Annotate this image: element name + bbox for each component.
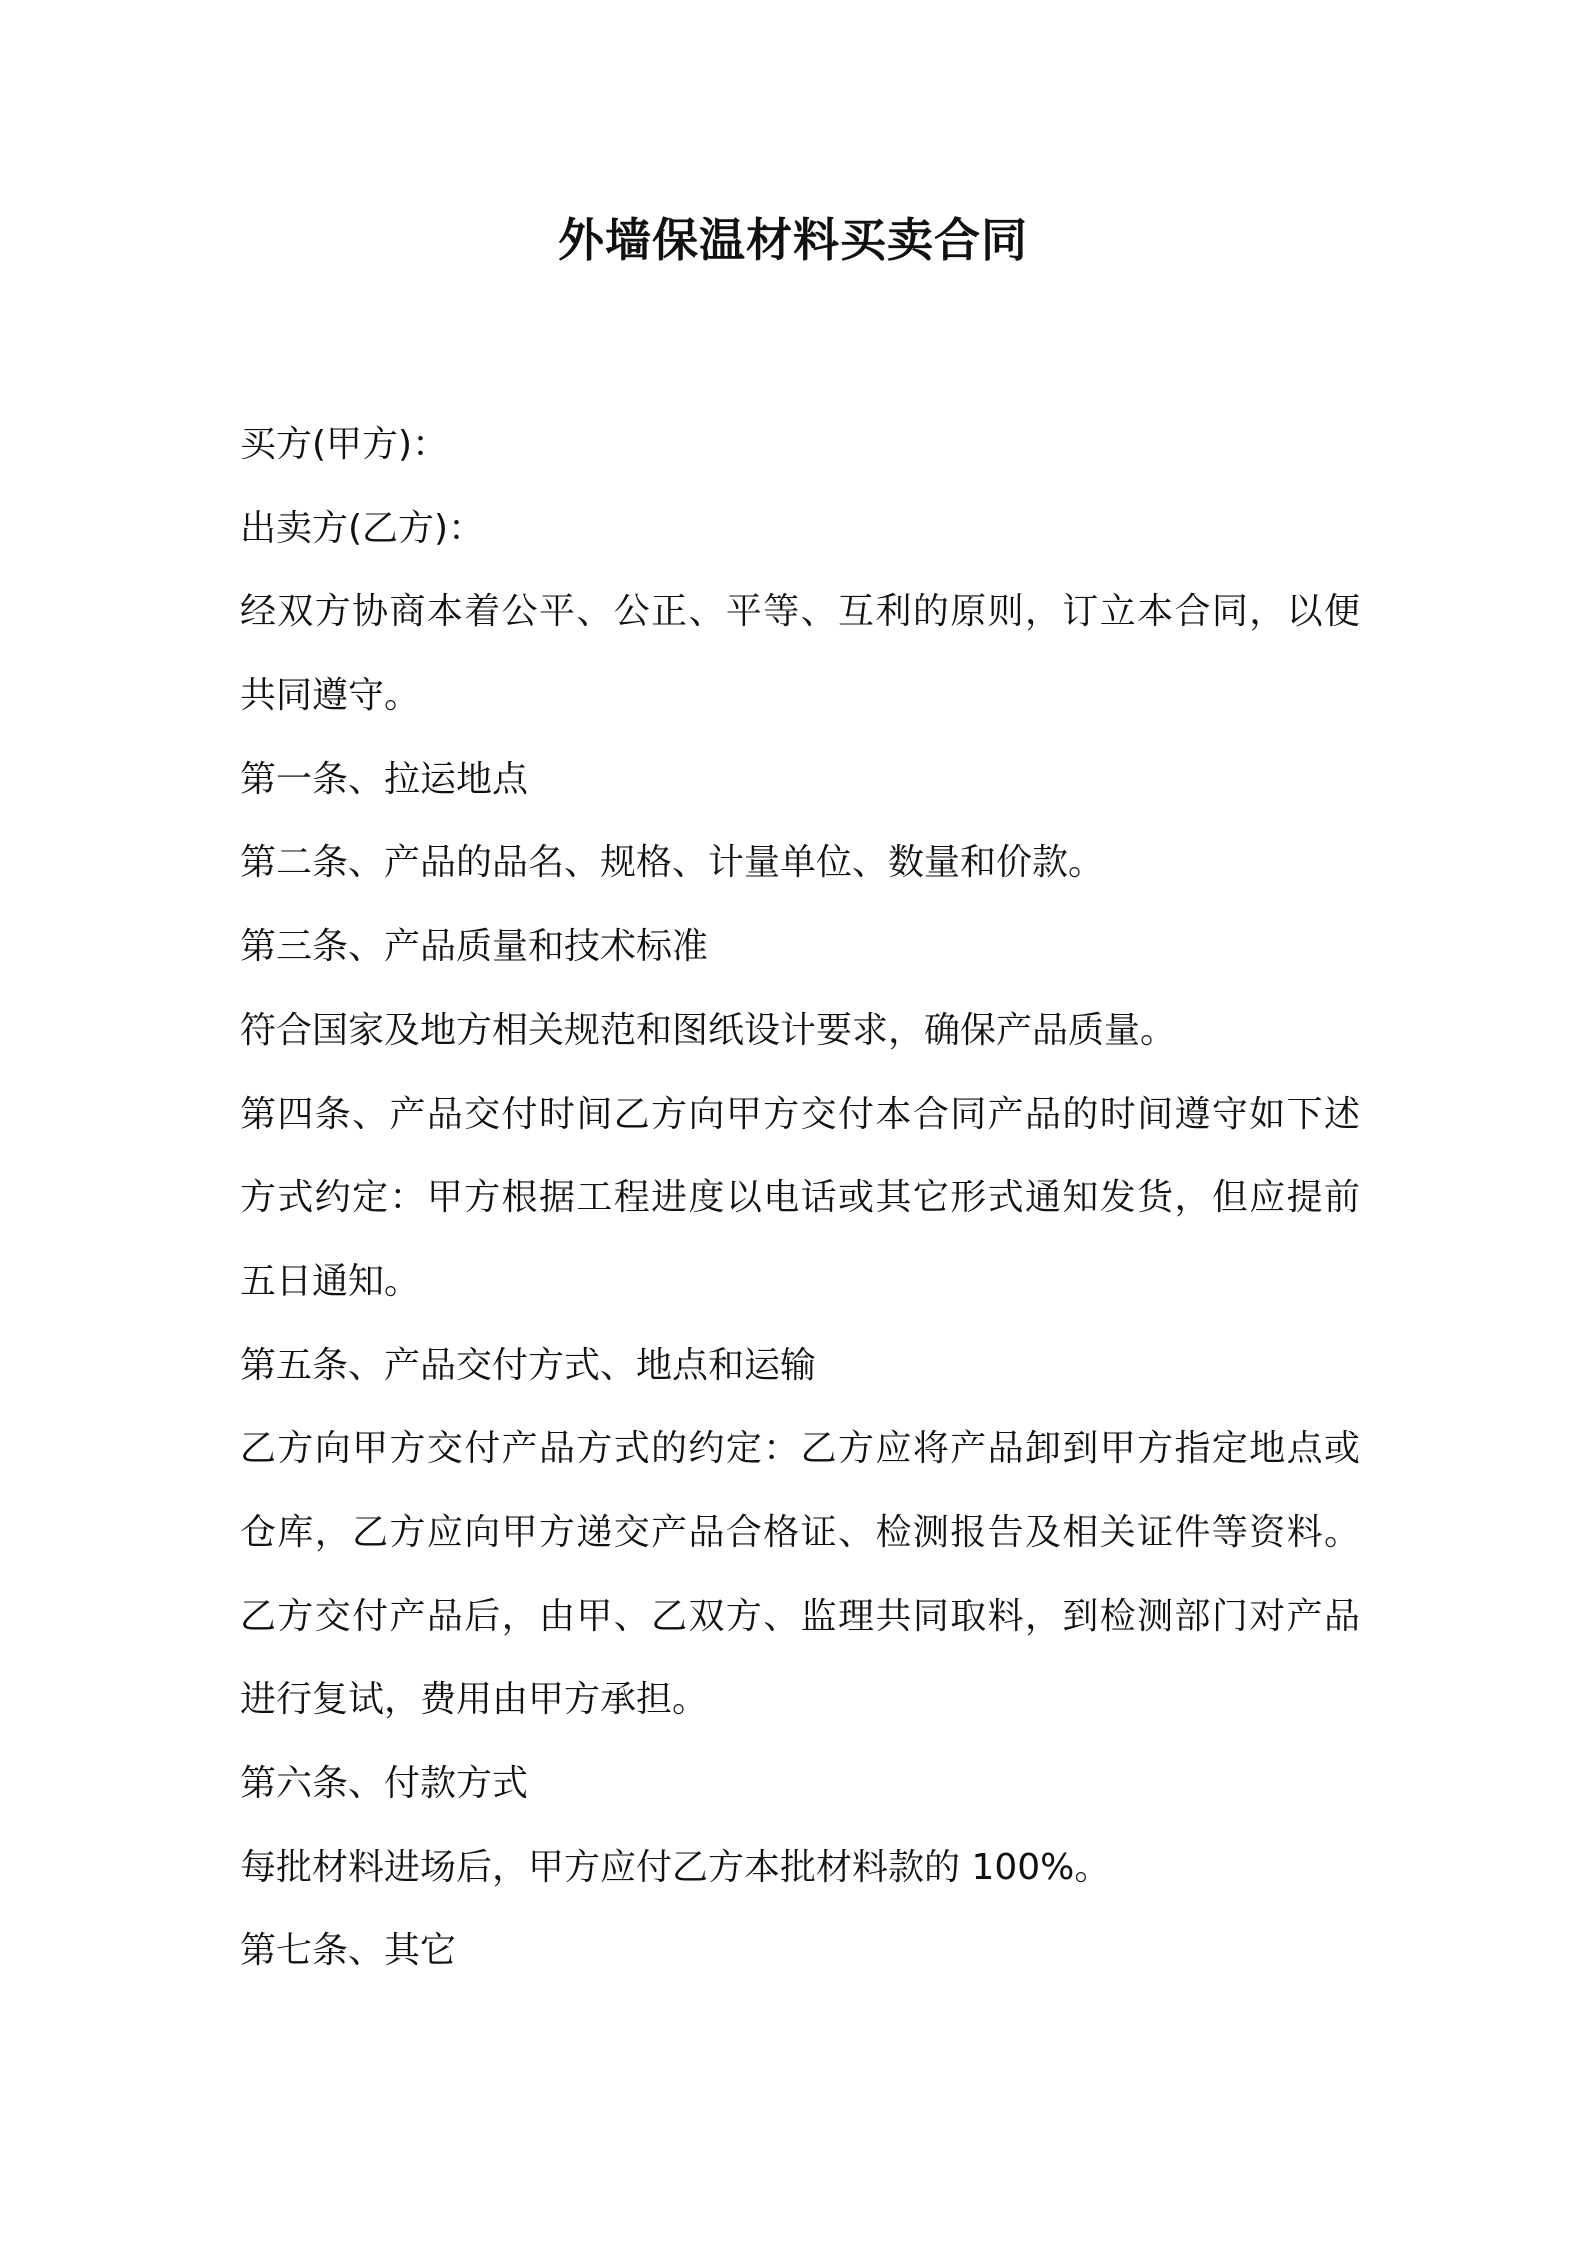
document-title: 外墙保温材料买卖合同 — [558, 213, 1028, 267]
article-5-line-3: 乙方交付产品后，由甲、乙双方、监理共同取料，到检测部门对产品 — [240, 1595, 1360, 1637]
article-5-line-1: 乙方向甲方交付产品方式的约定：乙方应将产品卸到甲方指定地点或 — [240, 1428, 1360, 1470]
document-body — [240, 403, 1360, 1993]
seller-line: 出卖方(乙方)： — [240, 507, 485, 549]
preamble-line-1: 经双方协商本着公平、公正、平等、互利的原则，订立本合同，以便 — [240, 591, 1360, 633]
article-4-line-2: 方式约定：甲方根据工程进度以电话或其它形式通知发货，但应提前 — [240, 1177, 1360, 1219]
article-4-line-1: 第四条、产品交付时间乙方向甲方交付本合同产品的时间遵守如下述 — [240, 1093, 1360, 1135]
article-6-text: 每批材料进场后，甲方应付乙方本批材料款的 100%。 — [240, 1846, 1111, 1888]
article-5-line-4: 进行复试，费用由甲方承担。 — [240, 1679, 709, 1721]
preamble-line-2: 共同遵守。 — [240, 675, 421, 717]
article-1-heading: 第一条、拉运地点 — [240, 758, 529, 800]
article-6-heading: 第六条、付款方式 — [240, 1763, 529, 1804]
article-3-heading: 第三条、产品质量和技术标准 — [240, 926, 709, 968]
article-2-heading: 第二条、产品的品名、规格、计量单位、数量和价款。 — [240, 842, 1105, 884]
article-7-heading: 第七条、其它 — [240, 1930, 457, 1972]
article-5-heading: 第五条、产品交付方式、地点和运输 — [240, 1344, 817, 1386]
article-4-line-3: 五日通知。 — [240, 1260, 421, 1302]
article-3-text: 符合国家及地方相关规范和图纸设计要求，确保产品质量。 — [240, 1009, 1177, 1051]
buyer-line: 买方(甲方)： — [240, 424, 449, 465]
article-5-line-2: 仓库，乙方应向甲方递交产品合格证、检测报告及相关证件等资料。 — [240, 1511, 1360, 1553]
